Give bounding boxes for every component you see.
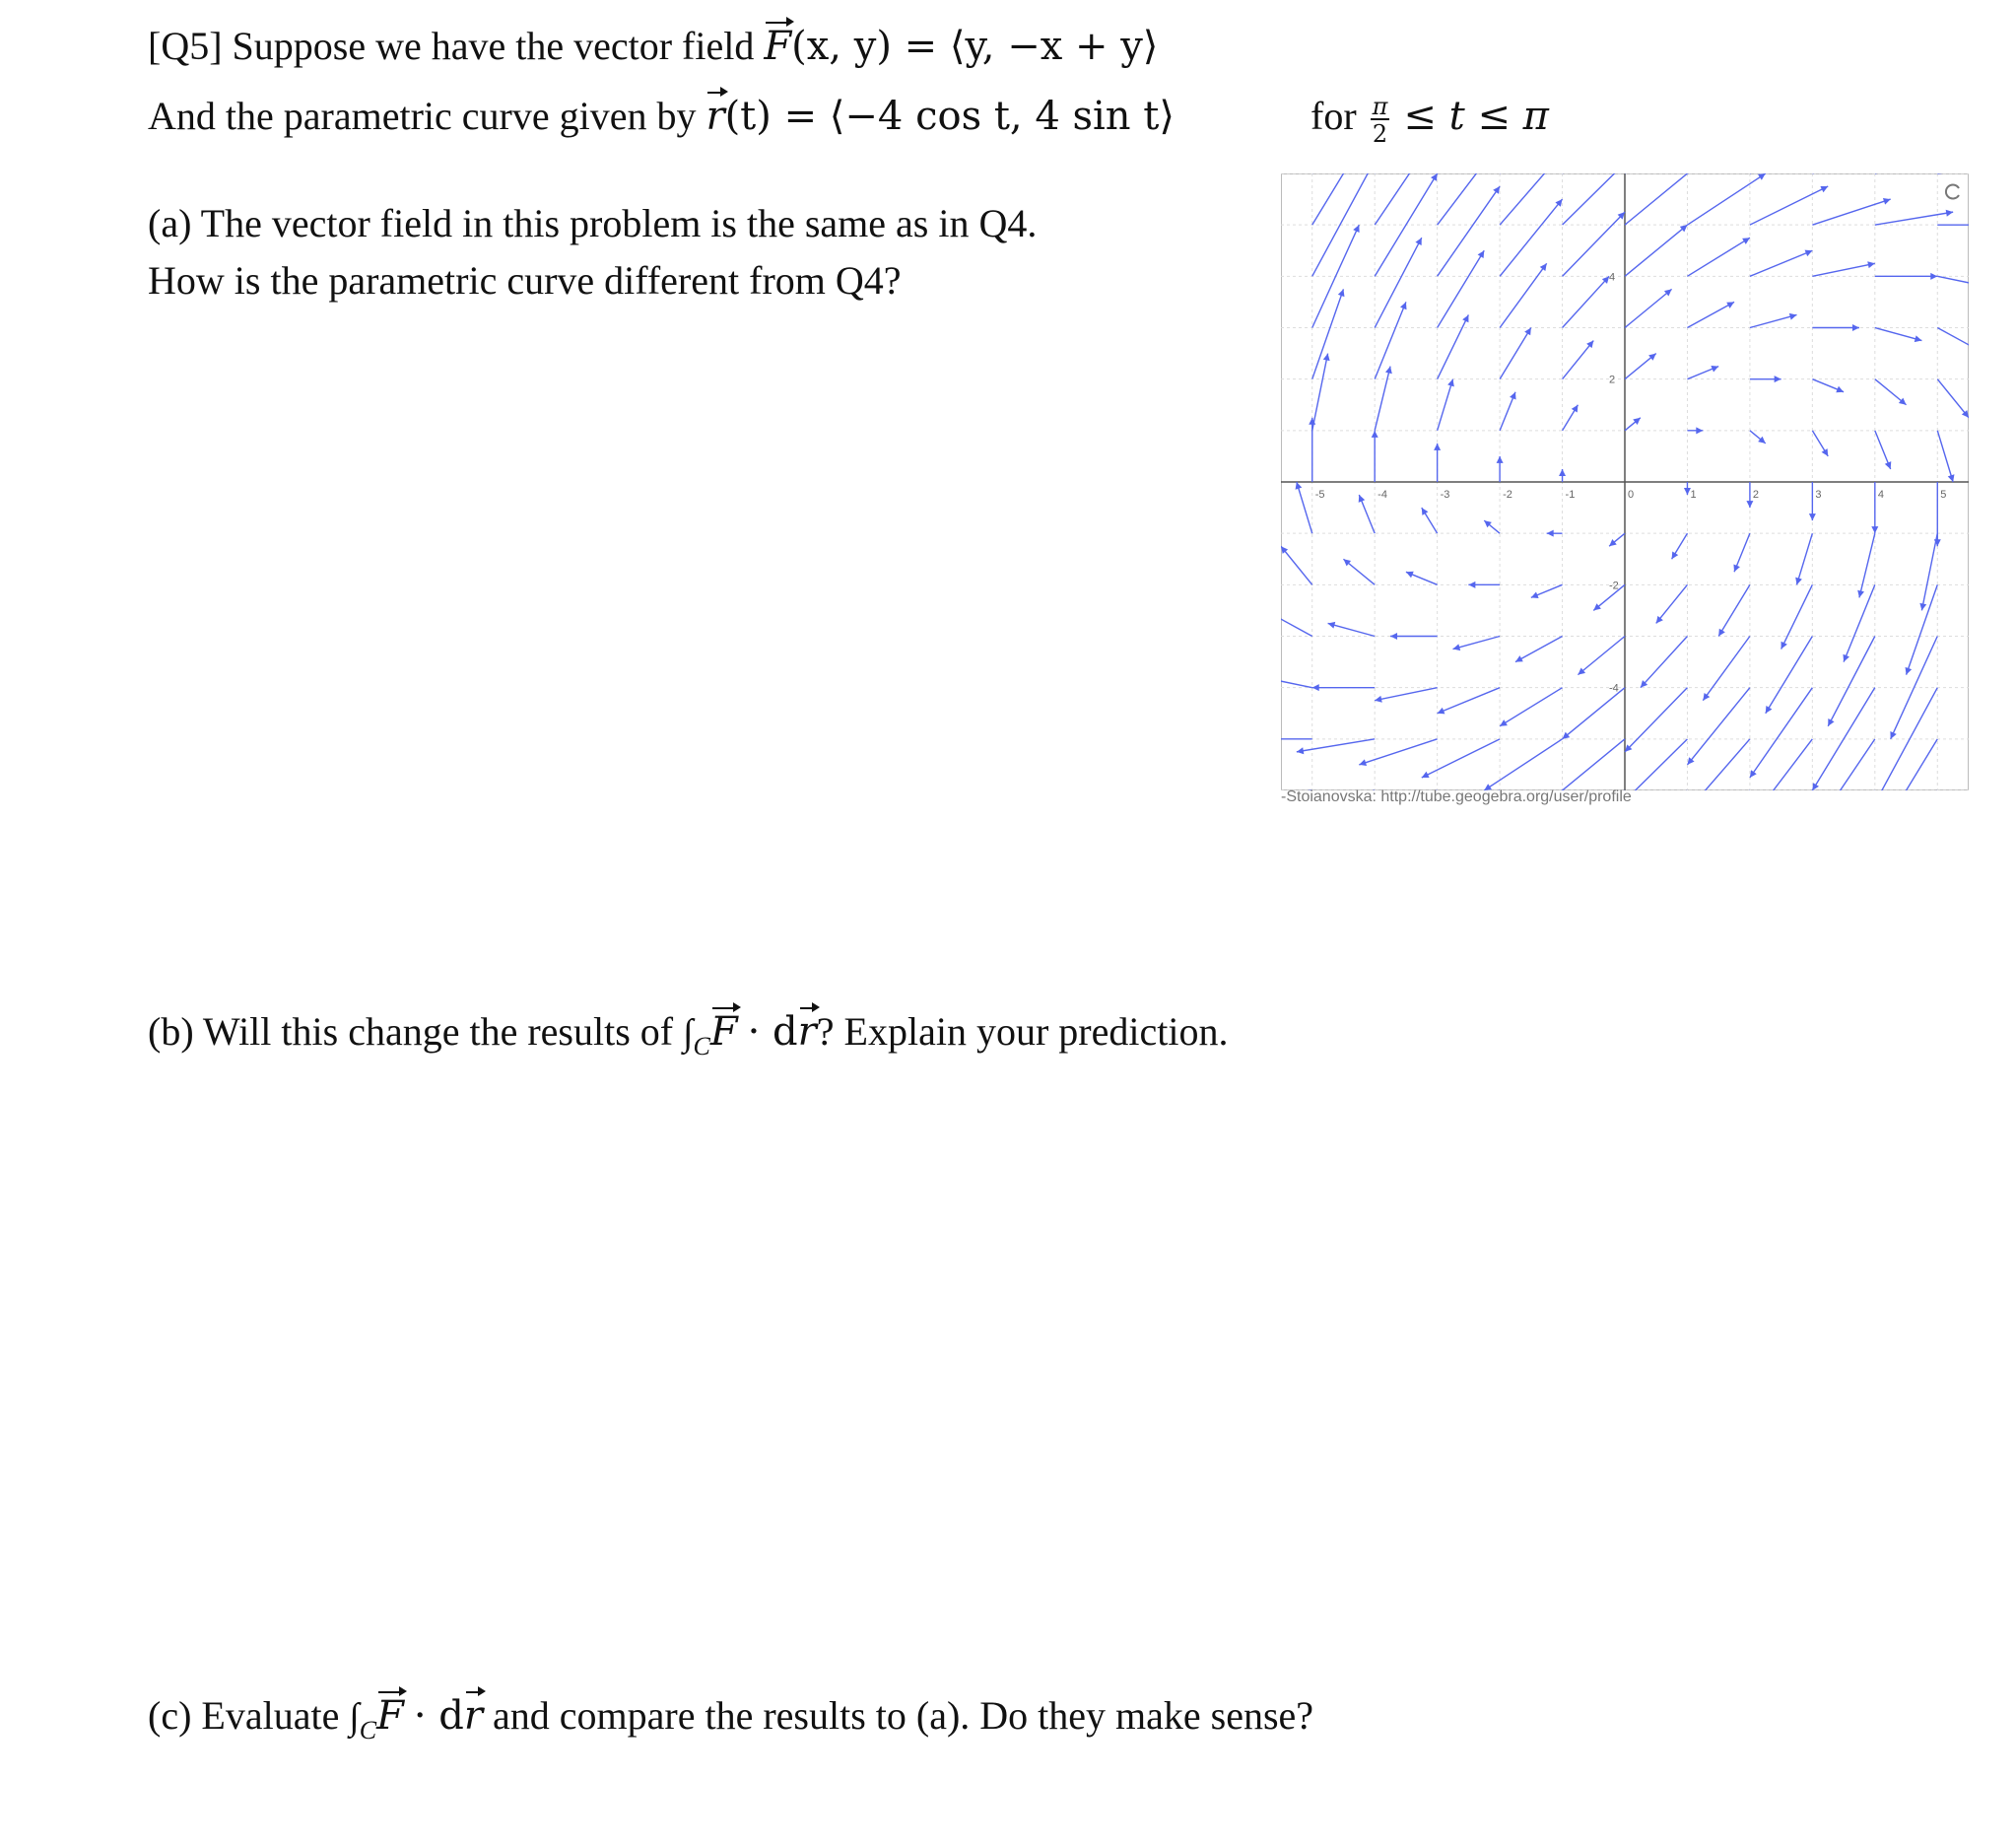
vector-field-plot	[1281, 173, 1969, 790]
x-tick-label: -3	[1440, 489, 1450, 501]
part-b-prefix: (b) Will this change the results of	[148, 1009, 674, 1054]
x-tick-label: 3	[1815, 489, 1822, 501]
x-tick-label: -1	[1565, 489, 1576, 501]
integral-sign-b: ∫	[683, 1012, 694, 1054]
x-tick-label: -5	[1314, 489, 1325, 501]
dr-symbol-b: r	[797, 1009, 817, 1055]
y-tick-label: -4	[1609, 682, 1619, 695]
field-symbol-b: F	[709, 1009, 738, 1055]
dot-d-b: · d	[747, 1009, 798, 1055]
part-b-line	[148, 1009, 1228, 1061]
plot-credit: -Stoianovska: http://tube.geogebra.org/user/profile	[1281, 788, 1632, 805]
integral-sign-c: ∫	[349, 1696, 360, 1738]
x-tick-label: 5	[1940, 489, 1947, 501]
x-tick-label: 2	[1752, 489, 1760, 501]
dot-d-c: · d	[413, 1693, 464, 1739]
vector-field-svg	[1281, 173, 1969, 790]
y-tick-label: 4	[1609, 271, 1616, 284]
x-tick-label: -4	[1378, 489, 1387, 501]
range-bounds: ≤ t ≤ π	[1403, 94, 1549, 139]
curve-intro: And the parametric curve given by	[148, 94, 697, 138]
range-for: for	[1310, 94, 1357, 138]
dr-symbol-c: r	[463, 1693, 484, 1739]
range-numerator: π	[1372, 92, 1388, 120]
curve-definition: (t) = ⟨−4 cos t, 4 sin t⟩	[724, 94, 1175, 139]
part-c-prefix: (c) Evaluate	[148, 1693, 340, 1738]
part-a-line-2: How is the parametric curve different from Q4?	[148, 258, 902, 303]
x-tick-label: 0	[1628, 489, 1635, 501]
y-tick-label: -2	[1609, 580, 1619, 592]
x-tick-label: 1	[1690, 489, 1697, 501]
y-tick-label: 2	[1609, 374, 1616, 386]
parameter-range	[1310, 94, 1549, 146]
field-symbol-c: F	[376, 1693, 404, 1739]
curve-symbol: r	[706, 94, 725, 139]
part-b-suffix: ? Explain your prediction.	[816, 1009, 1229, 1054]
range-fraction	[1371, 92, 1390, 148]
field-definition: (x, y) = ⟨y, −x + y⟩	[791, 24, 1159, 69]
question-label: [Q5]	[148, 24, 223, 68]
question-intro: Suppose we have the vector field	[232, 24, 755, 68]
part-c-line	[148, 1693, 1313, 1745]
integral-subscript-b: C	[693, 1032, 710, 1060]
part-a-line-1: (a) The vector field in this problem is the same as in Q4.	[148, 201, 1038, 245]
part-c-suffix: and compare the results to (a). Do they make sense?	[493, 1693, 1314, 1738]
x-tick-label: -2	[1503, 489, 1512, 501]
curve-line	[148, 94, 1175, 139]
field-symbol: F	[764, 24, 792, 69]
integral-subscript-c: C	[359, 1716, 377, 1744]
x-tick-label: 4	[1877, 489, 1884, 501]
question-line	[148, 24, 1158, 69]
range-denominator: 2	[1372, 119, 1388, 148]
